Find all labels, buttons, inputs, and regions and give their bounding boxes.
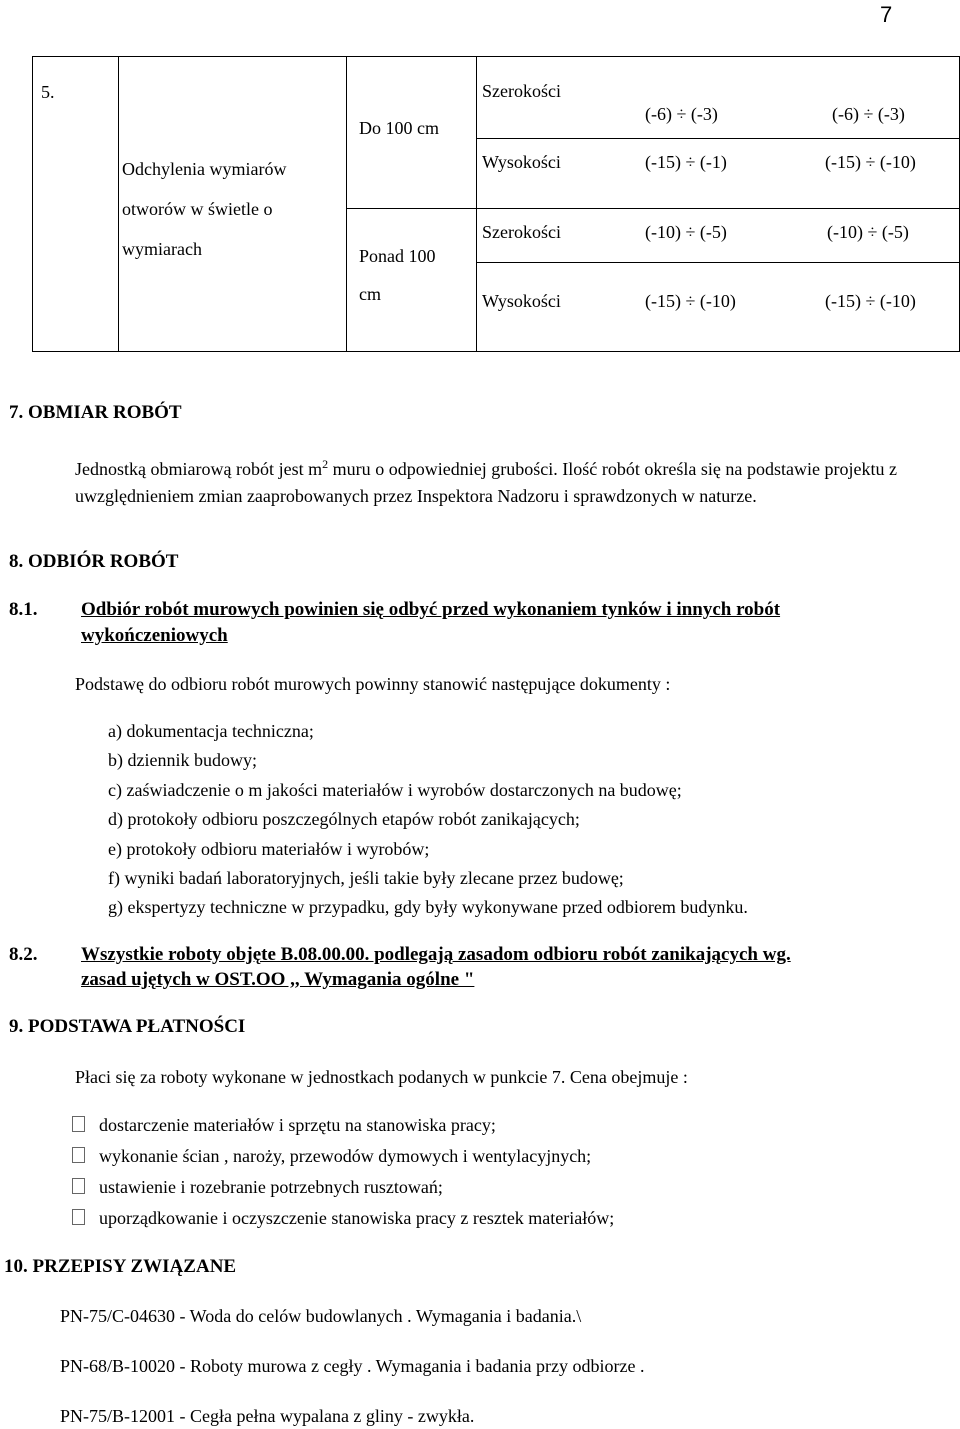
size-cell [347,57,477,209]
subsection-number: 8.2. [9,944,38,965]
tolerance-table [32,56,960,352]
dimension-label: Wysokości [482,152,561,172]
tolerance-value: (-15) ÷ (-1) [645,152,727,172]
section-paragraph: Podstawę do odbioru robót murowych powinny stanowić następujące dokumenty : [75,674,671,694]
list-item: a) dokumentacja techniczna; [108,721,314,741]
checkbox-bullet-icon [72,1209,85,1225]
bullet-text: wykonanie ścian , naroży, przewodów dymowych i wentylacyjnych; [99,1146,592,1166]
section-heading: 10. PRZEPISY ZWIĄZANE [4,1256,237,1277]
bullet-text: uporządkowanie i oczyszczenie stanowiska pracy z resztek materiałów; [99,1208,615,1228]
list-item: d) protokoły odbioru poszczególnych etapów robót zanikających; [108,809,580,829]
category-line: otworów w świetle o [122,199,273,219]
subsection-title: zasad ujętych w OST.OO ,, Wymagania ogólne " [81,969,475,990]
tolerance-value: (-10) ÷ (-5) [827,222,909,242]
tolerance-value: (-6) ÷ (-3) [645,104,718,124]
list-item: c) zaświadczenie o m jakości materiałów i wyrobów dostarczonych na budowę; [108,780,682,800]
subsection-title: Wszystkie roboty objęte B.08.00.00. podlegają zasadom odbioru robót zanikających wg. [81,944,791,965]
subsection-title: Odbiór robót murowych powinien się odbyć przed wykonaniem tynków i innych robót [81,599,781,620]
list-item: g) ekspertyzy techniczne w przypadku, gdy były wykonywane przed odbiorem budynku. [108,897,748,917]
standard-reference: PN-68/B-10020 - Roboty murowa z cegły . Wymagania i badania przy odbiorze . [60,1356,645,1376]
section-heading: 7. OBMIAR ROBÓT [9,402,182,423]
bullet-item [72,1208,614,1229]
dimension-label: Wysokości [482,291,561,311]
paragraph-text: muru o odpowiedniej grubości. Ilość robót określa się na podstawie projektu z uwzględnieniem zmian zaaprobowanych przez Inspektora Nadzoru i sprawdzonych w naturze. [75,459,897,506]
superscript: 2 [322,457,329,471]
dimension-label: Szerokości [482,81,561,101]
size-label: cm [359,284,381,304]
list-item: f) wyniki badań laboratoryjnych, jeśli takie były zlecane przez budowę; [108,868,624,888]
tolerance-value: (-10) ÷ (-5) [645,222,727,242]
paragraph-text: Jednostką obmiarową robót jest m [75,459,323,479]
category-line: wymiarach [122,239,202,259]
row-number-cell [33,57,119,352]
tolerance-value: (-6) ÷ (-3) [832,104,905,124]
page-number: 7 [880,2,893,27]
bullet-item [72,1177,443,1198]
checkbox-bullet-icon [72,1116,85,1132]
subsection-title: wykończeniowych [81,625,228,646]
standard-reference: PN-75/B-12001 - Cegła pełna wypalana z gliny - zwykła. [60,1406,475,1426]
row-divider [477,138,959,139]
tolerance-block [477,57,960,209]
checkbox-bullet-icon [72,1147,85,1163]
section-paragraph [75,451,897,510]
list-item: b) dziennik budowy; [108,750,257,770]
standard-reference: PN-75/C-04630 - Woda do celów budowlanych . Wymagania i badania.\ [60,1306,582,1326]
bullet-item [72,1146,591,1167]
section-heading: 9. PODSTAWA PŁATNOŚCI [9,1016,246,1037]
bullet-text: dostarczenie materiałów i sprzętu na stanowiska pracy; [99,1115,496,1135]
size-label: Do 100 cm [359,118,439,138]
size-cell [347,209,477,352]
bullet-text: ustawienie i rozebranie potrzebnych rusztowań; [99,1177,443,1197]
list-item: e) protokoły odbioru materiałów i wyrobów; [108,839,430,859]
tolerance-value: (-15) ÷ (-10) [825,291,916,311]
bullet-item [72,1115,496,1136]
tolerance-block [477,209,960,352]
tolerance-value: (-15) ÷ (-10) [645,291,736,311]
checkbox-bullet-icon [72,1178,85,1194]
size-label: Ponad 100 [359,246,436,266]
section-heading: 8. ODBIÓR ROBÓT [9,551,179,572]
section-paragraph: Płaci się za roboty wykonane w jednostkach podanych w punkcie 7. Cena obejmuje : [75,1067,688,1087]
row-divider [477,262,959,263]
tolerance-value: (-15) ÷ (-10) [825,152,916,172]
subsection-number: 8.1. [9,599,38,620]
row-number: 5. [41,82,55,102]
dimension-label: Szerokości [482,222,561,242]
category-line: Odchylenia wymiarów [122,159,287,179]
category-cell [119,57,347,352]
